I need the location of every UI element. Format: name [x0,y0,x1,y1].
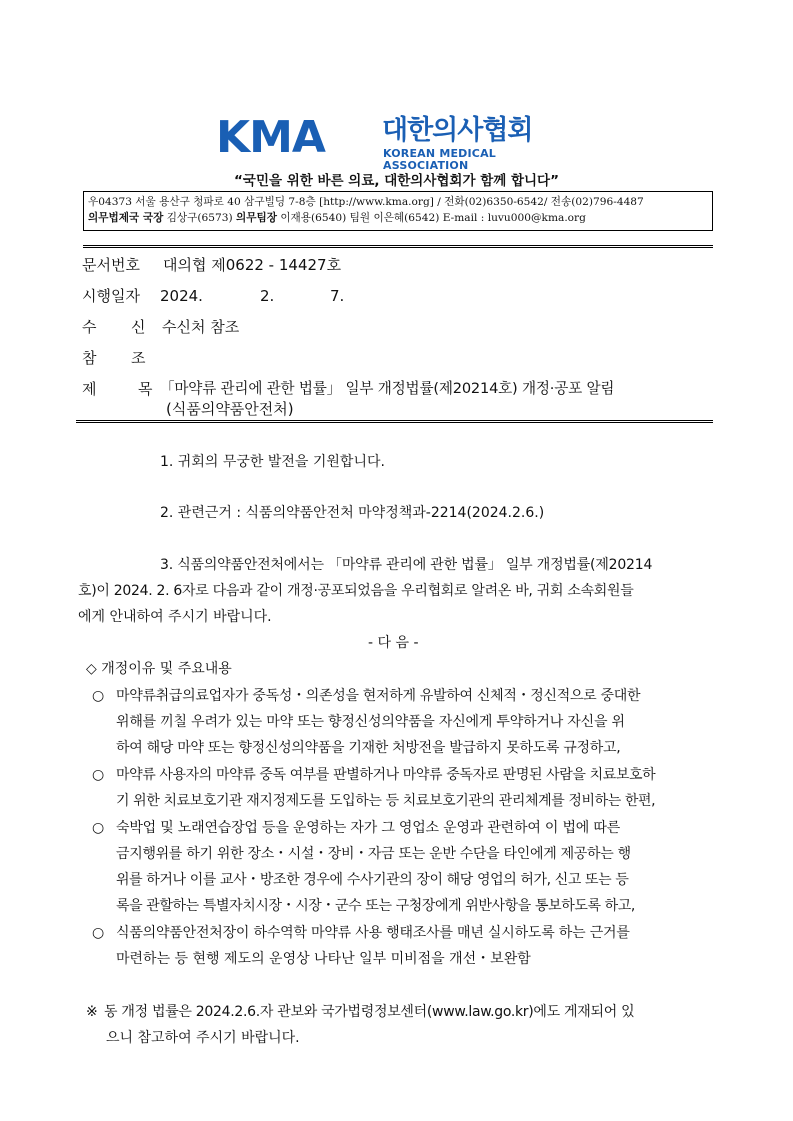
subject-label-2: 목 [138,380,153,398]
logo-org-korean: 대한의사협회 [382,115,533,146]
date-year: 2024. [160,287,203,305]
dept1-label: 의무법제국 국장 [88,212,164,224]
section-title: ◇ 개정이유 및 주요내용 [86,661,232,677]
bullet-1-line-2: 위해를 끼칠 우려가 있는 마약 또는 향정신성의약품을 자신에게 투약하거나 자신을 위 [116,714,625,730]
bullet-4-line-2: 마련하는 등 현행 제도의 운영상 나타난 일부 미비점을 개선・보완함 [116,951,531,967]
dept2-label: 의무팀장 [236,212,277,224]
body-item-3-line-3: 에게 안내하여 주시기 바랍니다. [78,609,272,625]
logo-org-english: KOREAN MEDICAL ASSOCIATION [383,147,496,172]
bullet-3-line-3: 위를 하거나 이를 교사・방조한 경우에 수사기관의 장이 해당 영업의 허가, 신고 또는 등 [116,872,629,888]
subject-line-1: 「마약류 관리에 관한 법률」 일부 개정법률(제20214호) 개정·공포 알림 [160,380,615,397]
bullet-2-line-2: 기 위한 치료보호기관 재지정제도를 도입하는 등 치료보호기관의 관리체계를 정비하는 한편, [116,793,656,809]
bullet-mark: ○ [92,925,105,941]
dept1-value: 김상구(6573) [166,212,233,224]
reference-label-1: 참 [82,349,97,367]
contact-persons [88,211,586,226]
bullet-mark: ○ [92,820,105,836]
date-month: 2. [260,287,275,305]
bullet-mark: ○ [92,767,105,783]
kma-logo [216,112,576,172]
header-bottom-rule [76,420,713,423]
recipient-label-1: 수 [82,318,97,336]
logo-mark: KMA [216,112,325,163]
doc-no-value: 대의협 제0622 - 14427호 [163,256,342,274]
body-item-2: 2. 관련근거 : 식품의약품안전처 마약정책과-2214(2024.2.6.) [160,505,545,521]
body-item-3-line-1: 3. 식품의약품안전처에서는 「마약류 관리에 관한 법률」 일부 개정법률(제20214 [160,557,653,573]
recipient-value: 수신처 참조 [162,318,240,336]
bullet-1-line-1: 마약류취급의료업자가 중독성・의존성을 현저하게 유발하여 신체적・정신적으로 중대한 [116,688,641,704]
slogan: “국민을 위한 바른 의료, 대한의사협회가 함께 합니다” [234,173,559,189]
bullet-2-line-1: 마약류 사용자의 마약류 중독 여부를 판별하거나 마약류 중독자로 판명된 사람을 치료보호하 [116,767,656,783]
bullet-3-line-2: 금지행위를 하기 위한 장소・시설・장비・자금 또는 운반 수단을 타인에게 제공하는 행 [116,846,631,862]
note-line-2: 으니 참고하여 주시기 바랍니다. [106,1030,300,1046]
body-item-3-line-2: 호)이 2024. 2. 6자로 다음과 같이 개정·공포되었음을 우리협회로 알려온 바, 귀회 소속회원들 [78,583,634,599]
reference-label-2: 조 [131,349,146,367]
note-line-1: 동 개정 법률은 2024.2.6.자 관보와 국가법령정보센터(www.law.go.kr)에도 게재되어 있 [104,1004,635,1020]
date-label: 시행일자 [82,287,140,305]
address-line: 우04373 서울 용산구 청파로 40 삼구빌딩 7-8층 [http://www.kma.org] / 전화(02)6350-6542/ 전송(02)796-4487 [88,196,644,208]
next-heading: - 다 음 - [368,635,419,651]
subject-label-1: 제 [82,380,97,398]
recipient-label-2: 신 [131,318,146,336]
bullet-3-line-4: 록을 관할하는 특별자치시장・시장・군수 또는 구청장에게 위반사항을 통보하도록 하고, [116,898,635,914]
bullet-3-line-1: 숙박업 및 노래연습장업 등을 운영하는 자가 그 영업소 운영과 관련하여 이 법에 따른 [116,820,621,836]
body-item-1: 1. 귀회의 무궁한 발전을 기원합니다. [160,454,385,470]
header-top-rule [83,245,713,248]
date-day: 7. [330,287,345,305]
bullet-4-line-1: 식품의약품안전처장이 하수역학 마약류 사용 행태조사를 매년 실시하도록 하는 근거를 [116,925,630,941]
subject-line-2: (식품의약품안전처) [166,400,294,418]
bullet-1-line-3: 하여 해당 마약 또는 향정신성의약품을 기재한 처방전을 발급하지 못하도록 규정하고, [116,740,621,756]
bullet-mark: ○ [92,688,105,704]
dept2-value: 이재용(6540) 팀원 이은혜(6542) E-mail : luvu000@kma.org [280,212,586,224]
doc-no-label: 문서번호 [82,256,140,274]
contact-box [83,191,713,231]
note-mark: ※ [86,1004,98,1020]
